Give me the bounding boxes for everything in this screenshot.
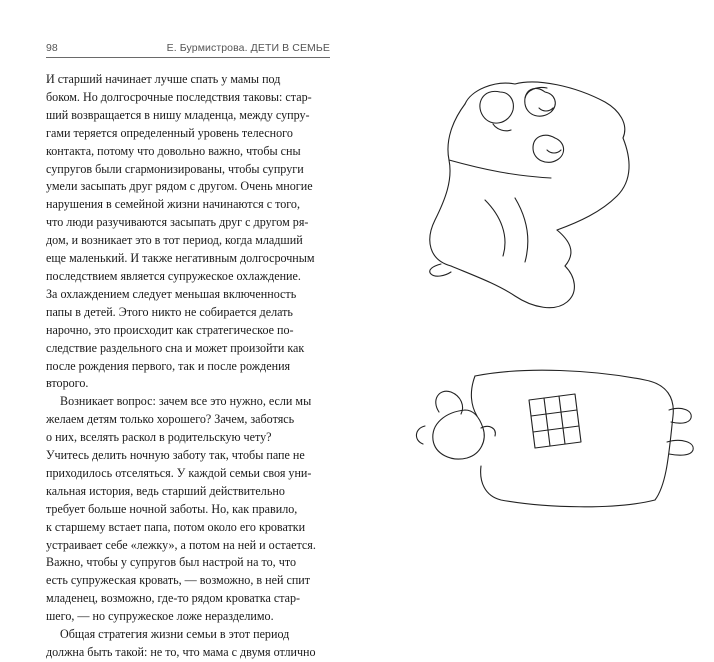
text-line: контакта, потому что довольно важно, чтобы сны [46,143,301,158]
text-line: Важно, чтобы у супругов был настрой на то, что [46,555,296,570]
text-line: папы в детей. Этого никто не собирается делать [46,304,293,319]
text-line: ший возвращается в нишу младенца, между супру- [46,107,310,122]
text-line: последствием является супружеское охлаждение. [46,268,301,283]
text-line: желаем детям только хорошего? Зачем, заботясь [46,412,295,427]
text-line: И старший начинает лучше спать у мамы под [46,72,281,86]
text-line: Возникает вопрос: зачем все это нужно, если мы [60,394,312,409]
text-line: гами теряется определенный уровень телесного [46,125,293,140]
text-line: приходилось отселяться. У каждой семьи своя уни- [46,465,312,480]
illustrations [405,80,705,550]
father-sleeping-alone-illustration [416,370,693,507]
text-line: требует больше ночной заботы. Но, как правило, [46,501,298,516]
text-line: после рождения первого, так и после рождения [46,358,291,373]
text-line: дом, и возникает это в тот период, когда младший [46,233,303,248]
illustration-svg [405,80,705,550]
text-line: младенец, возможно, где-то рядом кроватка стар- [46,591,301,606]
text-line: кальная история, ведь старший действительно [46,483,285,498]
text-line: должна быть такой: не то, что мама с двумя отлично [46,645,316,659]
family-sleeping-together-illustration [430,82,629,308]
text-line: следствие раздельного сна и может произойти как [46,340,305,355]
text-lines [46,71,320,662]
text-line: супругов были сгармонизированы, чтобы супруги [46,161,304,176]
text-line: второго. [46,376,89,391]
text-line: За охлаждением следует меньшая включенность [46,286,297,301]
text-line: шего, — но супружеское ложе неразделимо. [46,609,274,624]
text-line: к старшему встает папа, потом около его кроватки [46,519,306,534]
text-line: Общая стратегия жизни семьи в этот период [60,627,290,642]
text-line: устраивает себе «лежку», а потом на ней и остается. [46,537,316,552]
text-line: что люди разучиваются засыпать друг с другом ря- [46,215,309,230]
text-line: нарочно, это происходит как стратегическое по- [46,322,294,337]
running-head [46,40,330,58]
text-line: нарушения в семейной жизни начинаются с того, [46,197,300,212]
text-line: умели засыпать друг рядом с другом. Очень многие [46,179,313,194]
text-line: есть супружеская кровать, — возможно, в ней спит [46,573,311,588]
text-line: Учитесь делить ночную заботу так, чтобы папе не [46,448,305,463]
text-line: еще маленький. И также негативным долгосрочным [46,251,315,266]
body-text [46,71,320,662]
running-title: Е. Бурмистрова. ДЕТИ В СЕМЬЕ [166,42,330,54]
text-line: о них, вселять раскол в родительскую чету? [46,430,272,445]
page-number: 98 [46,42,58,54]
text-line: боком. Но долгосрочные последствия таковы: стар- [46,89,312,104]
